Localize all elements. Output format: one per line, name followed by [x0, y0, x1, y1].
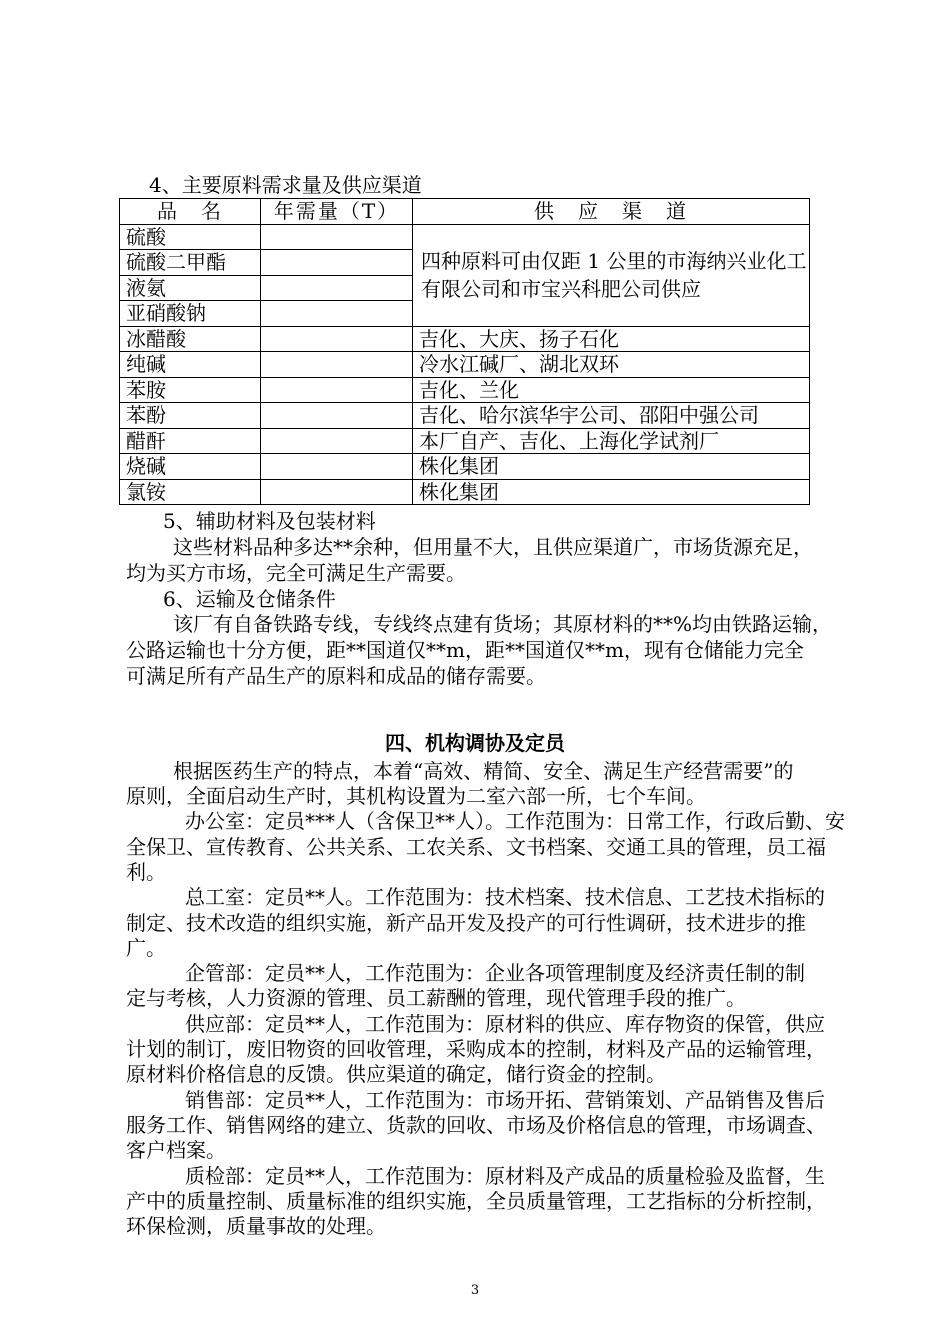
cell-qty [261, 428, 413, 454]
header-supply: 供 应 渠 道 [413, 199, 810, 225]
dept-line: 制定、技术改造的组织实施，新产品开发及投产的可行性调研，技术进步的推 [126, 911, 806, 935]
dept-line: 客户档案。 [126, 1138, 226, 1162]
dept-line: 产中的质量控制、质量标准的组织实施，全员质量管理，工艺指标的分析控制， [126, 1189, 826, 1213]
header-qty: 年需量（T） [261, 199, 413, 225]
cell-name: 苯酚 [120, 403, 261, 429]
paragraph-line: 均为买方市场，完全可满足生产需要。 [126, 561, 466, 585]
cell-qty [261, 301, 413, 327]
table-row [120, 326, 810, 352]
table-row [120, 479, 810, 505]
dept-line: 广。 [126, 936, 166, 960]
dept-line: 销售部：定员**人，工作范围为：市场开拓、营销策划、产品销售及售后 [185, 1088, 825, 1112]
cell-qty [261, 275, 413, 301]
table-row [120, 352, 810, 378]
dept-line: 原材料价格信息的反馈。供应渠道的确定，储行资金的控制。 [126, 1062, 666, 1086]
cell-qty [261, 224, 413, 250]
cell-name: 醋酐 [120, 428, 261, 454]
paragraph-line: 这些材料品种多达**余种，但用量不大，且供应渠道广，市场货源充足， [173, 535, 813, 559]
paragraph-line: 可满足所有产品生产的原料和成品的储存需要。 [126, 664, 546, 688]
cell-supply: 本厂自产、吉化、上海化学试剂厂 [413, 428, 810, 454]
cell-supply: 株化集团 [413, 454, 810, 480]
cell-name: 硫酸 [120, 224, 261, 250]
dept-line: 服务工作、销售网络的建立、货款的回收、市场及价格信息的管理，市场调查、 [126, 1113, 826, 1137]
cell-qty [261, 479, 413, 505]
cell-qty [261, 454, 413, 480]
dept-line: 供应部：定员**人，工作范围为：原材料的供应、库存物资的保管，供应 [185, 1012, 825, 1036]
dept-line: 办公室：定员***人（含保卫**人）。工作范围为：日常工作，行政后勤、安 [185, 809, 845, 833]
cell-supply: 吉化、大庆、扬子石化 [413, 326, 810, 352]
dept-line: 定与考核，人力资源的管理、员工薪酬的管理，现代管理手段的推广。 [126, 986, 746, 1010]
page-number: 3 [470, 1283, 480, 1298]
section4-title: 4、主要原料需求量及供应渠道 [149, 173, 422, 197]
dept-line: 总工室：定员**人。工作范围为：技术档案、技术信息、工艺技术指标的 [185, 885, 825, 909]
section5-title: 5、辅助材料及包装材料 [163, 509, 376, 533]
table-row [120, 428, 810, 454]
cell-qty [261, 403, 413, 429]
cell-supply: 吉化、兰化 [413, 377, 810, 403]
cell-name: 液氨 [120, 275, 261, 301]
dept-line: 质检部：定员**人，工作范围为：原材料及产成品的质量检验及监督，生 [185, 1164, 825, 1188]
cell-qty [261, 250, 413, 276]
chapter-heading: 四、机构调协及定员 [385, 731, 565, 755]
table-row [120, 224, 810, 250]
cell-supply: 冷水江碱厂、湖北双环 [413, 352, 810, 378]
cell-shared-supply: 四种原料可由仅距 1 公里的市海纳兴业化工有限公司和市宝兴科肥公司供应 [413, 224, 810, 326]
section6-title: 6、运输及仓储条件 [163, 587, 336, 611]
dept-line: 利。 [126, 860, 166, 884]
table-header-row [120, 199, 810, 225]
cell-name: 硫酸二甲酯 [120, 250, 261, 276]
materials-table [119, 198, 810, 505]
paragraph-line: 公路运输也十分方便，距**国道仅**m，距**国道仅**m，现有仓储能力完全 [126, 638, 804, 662]
dept-line: 企管部：定员**人，工作范围为：企业各项管理制度及经济责任制的制 [185, 961, 805, 985]
dept-line: 全保卫、宣传教育、公共关系、工农关系、文书档案、交通工具的管理，员工福 [126, 835, 826, 859]
cell-name: 亚硝酸钠 [120, 301, 261, 327]
dept-line: 计划的制订，废旧物资的回收管理，采购成本的控制，材料及产品的运输管理， [126, 1037, 826, 1061]
header-name: 品 名 [120, 199, 261, 225]
paragraph-line: 根据医药生产的特点，本着“高效、精简、安全、满足生产经营需要”的 [173, 759, 794, 783]
cell-name: 冰醋酸 [120, 326, 261, 352]
dept-line: 环保检测，质量事故的处理。 [126, 1214, 386, 1238]
cell-supply: 株化集团 [413, 479, 810, 505]
cell-qty [261, 352, 413, 378]
paragraph-line: 该厂有自备铁路专线，专线终点建有货场；其原材料的**%均由铁路运输， [173, 612, 833, 636]
cell-name: 烧碱 [120, 454, 261, 480]
cell-name: 氯铵 [120, 479, 261, 505]
table-row [120, 403, 810, 429]
cell-name: 苯胺 [120, 377, 261, 403]
cell-qty [261, 377, 413, 403]
table-row [120, 454, 810, 480]
paragraph-line: 原则，全面启动生产时，其机构设置为二室六部一所，七个车间。 [126, 784, 706, 808]
cell-supply: 吉化、哈尔滨华宇公司、邵阳中强公司 [413, 403, 810, 429]
cell-name: 纯碱 [120, 352, 261, 378]
table-row [120, 377, 810, 403]
cell-qty [261, 326, 413, 352]
